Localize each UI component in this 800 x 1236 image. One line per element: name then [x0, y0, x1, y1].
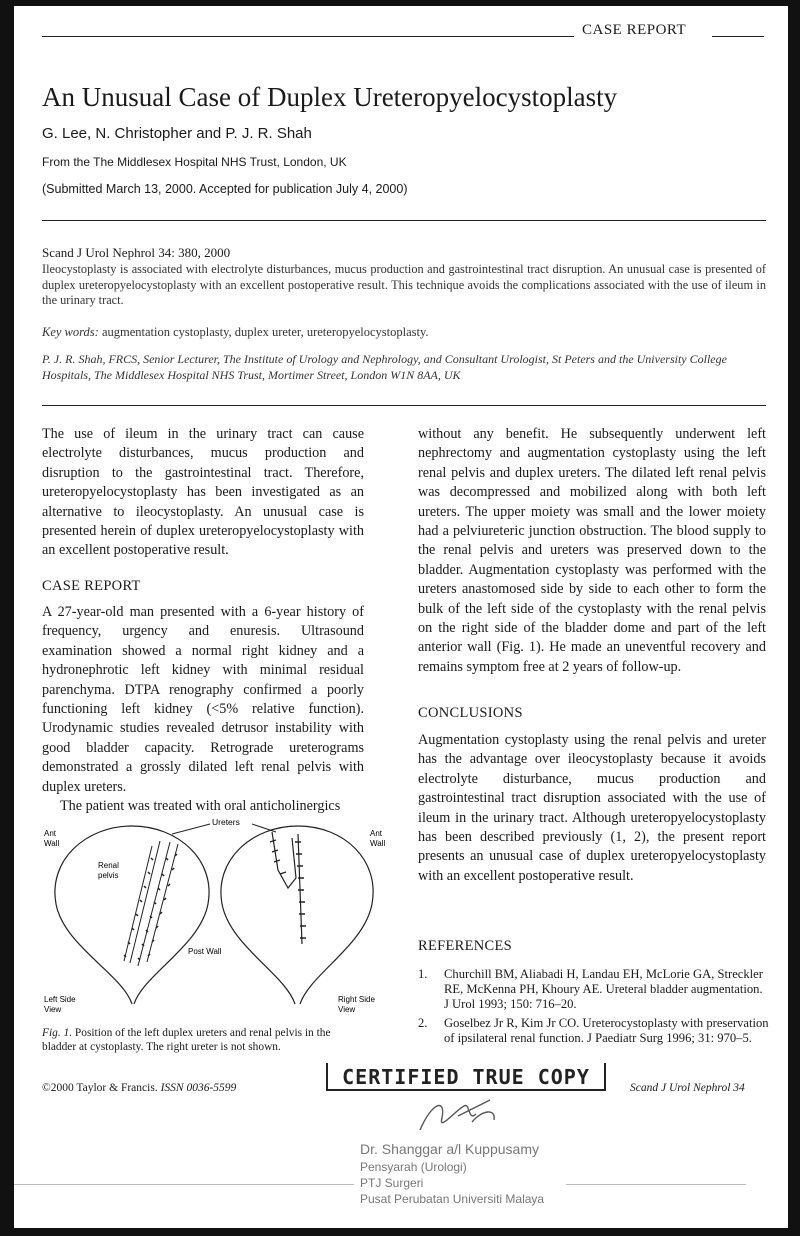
reference-number: 1. [418, 967, 428, 981]
conclusions-text: Augmentation cystoplasty using the renal pelvis and ureter has the advantage over ileocystoplasty because it avoids electrolyte disturbance, mucus production and gastrointestinal tract disruption associated with the use of ileum in the urinary tract. Although ureteropyelocystoplasty has been described previously (1, 2), the present report presents an unusual case of duplex ureteropyelocystoplasty with an excellent postoperative result. [418, 732, 766, 884]
left-ureter-4 [147, 844, 178, 962]
reference-item [418, 1016, 770, 1046]
left-ureter-3 [138, 842, 170, 966]
ureters-pointer-left [172, 824, 210, 834]
title-rule [42, 220, 766, 221]
left-suture-1 [124, 858, 153, 957]
figure-caption-label: Fig. 1. [42, 1027, 73, 1039]
label-renal-pelvis-2: pelvis [98, 871, 119, 880]
conclusions-body [418, 731, 766, 886]
scan-artifact-line-left [14, 1184, 354, 1185]
keywords-label: Key words: [42, 325, 99, 339]
header-rule-left [42, 36, 574, 37]
right-bladder-outline [221, 826, 373, 1004]
label-ant-wall-left-2: Wall [44, 839, 60, 848]
left-bladder-outline [55, 826, 209, 1004]
stamp-institution: Pusat Perubatan Universiti Malaya [360, 1192, 545, 1206]
intro-text: The use of ileum in the urinary tract can cause electrolyte disturbances, mucus production and disruption to the gastrointestinal tract. Therefore, ureteropyelocystoplasty has been investigated as an alternative to ileocystoplasty. An unusual case is presented herein of duplex ureteropyelocystoplasty with an excellent postoperative result. [42, 426, 364, 559]
reference-text: Churchill BM, Aliabadi H, Landau EH, McLorie GA, Streckler RE, McKenna PH, Khoury AE. Ureteral bladder augmentation. J Urol 1993; 150: 716–20. [444, 967, 763, 1012]
reference-text: Goselbez Jr R, Kim Jr CO. Ureterocystoplasty with preservation of ipsilateral renal function. J Paediatr Surg 1996; 31: 970–5. [444, 1015, 769, 1045]
submission-dates: (Submitted March 13, 2000. Accepted for publication July 4, 2000) [42, 182, 408, 196]
left-ureter-2 [130, 841, 160, 963]
figure-caption-text: Position of the left duplex ureters and renal pelvis in the bladder at cystoplasty. The right ureter is not shown. [42, 1027, 331, 1053]
copyright: ©2000 Taylor & Francis. [42, 1082, 158, 1094]
references-list [418, 967, 770, 1049]
label-right-side-view-2: View [338, 1005, 356, 1014]
right-suture-2 [295, 842, 306, 938]
intro-paragraph [42, 425, 364, 561]
label-renal-pelvis-1: Renal [98, 861, 119, 870]
right-pelvis-line [298, 834, 302, 944]
case-report-heading: CASE REPORT [42, 578, 141, 594]
figure-caption [42, 1026, 364, 1054]
copyright-line [42, 1082, 236, 1094]
label-ant-wall-left-1: Ant [44, 829, 57, 838]
figure-1 [40, 812, 390, 1020]
stamp-department: PTJ Surgeri [360, 1176, 424, 1190]
right-column-case-continued [418, 425, 766, 677]
handwritten-signature [412, 1092, 502, 1142]
case-report-body [42, 603, 364, 816]
scan-border-top [0, 0, 800, 6]
scan-border-bottom [0, 1228, 800, 1236]
label-left-side-view-2: View [44, 1005, 62, 1014]
header-rule-right [712, 36, 764, 37]
stamp-name: Dr. Shanggar a/l Kuppusamy [360, 1141, 539, 1157]
case-paragraph-1: A 27-year-old man presented with a 6-year history of frequency, urgency and enuresis. Ultrasound examination showed a normal right kidney and a hydronephrotic left kidney with minimal residual parenchyma. DTPA renography confirmed a poorly functioning left kidney (<5% relative function). Urodynamic studies revealed detrusor instability with good bladder capacity. Retrograde ureterograms demonstrated a grossly dilated left renal pelvis with duplex ureters. [42, 604, 364, 795]
stamp-title: Pensyarah (Urologi) [360, 1160, 467, 1174]
left-ureter-1 [124, 846, 152, 961]
certified-stamp: CERTIFIED TRUE COPY [326, 1063, 606, 1091]
case-paragraph-2: The patient was treated with oral anticholinergics [60, 798, 341, 815]
affiliation: From the The Middlesex Hospital NHS Trust, London, UK [42, 155, 347, 169]
references-heading: REFERENCES [418, 938, 513, 954]
label-right-side-view-1: Right Side [338, 995, 375, 1004]
label-ureters: Ureters [212, 817, 240, 827]
scan-border-right [788, 0, 800, 1236]
reference-number: 2. [418, 1015, 428, 1030]
label-left-side-view-1: Left Side [44, 995, 76, 1004]
label-ant-wall-right-1: Ant [370, 829, 383, 838]
article-title: An Unusual Case of Duplex Ureteropyelocystoplasty [42, 82, 618, 112]
abstract: Ileocystoplasty is associated with electrolyte disturbances, mucus production and gastrointestinal tract disruption. An unusual case is presented of duplex ureteropyelocystoplasty with an excellent postoperative result. This technique avoids the complications associated with the use of ileum in the urinary tract. [42, 262, 766, 307]
label-post-wall: Post Wall [188, 947, 222, 956]
label-ant-wall-right-2: Wall [370, 839, 386, 848]
ureters-pointer-right [252, 824, 276, 832]
correspondence: P. J. R. Shah, FRCS, Senior Lecturer, The Institute of Urology and Nephrology, and Consultant Urologist, St Peters and the University College Hospitals, The Middlesex Hospital NHS Trust, Mortimer Street, London W1N 8AA, UK [42, 352, 727, 382]
journal-footer: Scand J Urol Nephrol 34 [630, 1082, 745, 1094]
keywords [42, 325, 429, 340]
issn: ISSN 0036-5599 [160, 1082, 237, 1094]
journal-reference: Scand J Urol Nephrol 34: 380, 2000 [42, 245, 231, 260]
reference-item [418, 967, 770, 1013]
keywords-text: augmentation cystoplasty, duplex ureter, ureteropyelocystoplasty. [101, 325, 429, 339]
abstract-rule [42, 405, 766, 406]
authors: G. Lee, N. Christopher and P. J. R. Shah [42, 125, 312, 142]
section-label: CASE REPORT [582, 22, 687, 38]
scan-artifact-line-right [566, 1184, 746, 1185]
conclusions-heading: CONCLUSIONS [418, 705, 523, 721]
right-column-paragraph: without any benefit. He subsequently underwent left nephrectomy and augmentation cystoplasty using the left renal pelvis and duplex ureters. The dilated left renal pelvis was decompressed and mobilized along with both left ureters. The upper moiety was small and the lower moiety had a pelviureteric junction obstruction. The blood supply to the renal pelvis and ureters was preserved down to the bladder. Augmentation cystoplasty was performed with the ureters anastomosed side by side to each other to form the bulk of the left side of the cystoplasty with the renal pelvis on the right side of the bladder dome and part of the left anterior wall (Fig. 1). He made an uneventful recovery and remains symptom free at 2 years of follow-up. [418, 426, 766, 675]
scan-border-left [0, 0, 14, 1236]
